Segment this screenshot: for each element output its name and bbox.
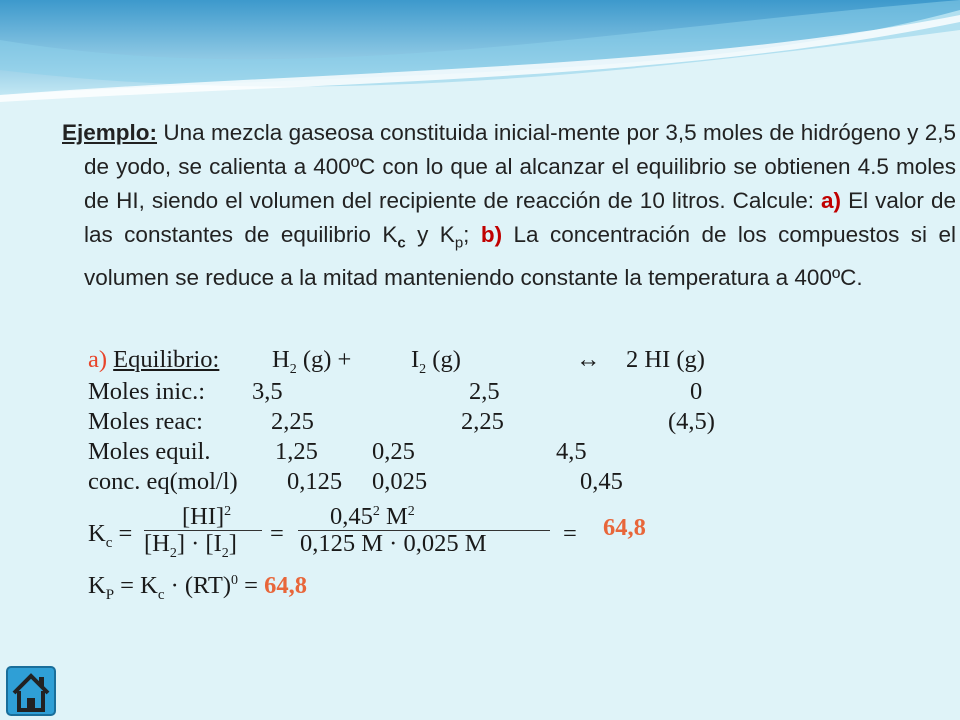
header-decoration <box>0 0 960 120</box>
row-value: 0,45 <box>580 468 623 495</box>
row-value: 1,25 <box>275 438 318 465</box>
part-b-label: b) <box>480 222 503 247</box>
equals-sign: = <box>563 520 577 547</box>
row-value: 0 <box>690 378 703 405</box>
row-label: Moles inic.: <box>88 378 206 405</box>
row-value: 2,25 <box>461 408 504 435</box>
reactant-h2: $H_2$ (g) + <box>272 346 352 377</box>
row-value: 2,5 <box>469 378 500 405</box>
product-hi: 2 HI (g) <box>626 346 705 373</box>
kc-numerator-values: 0,45$^2$ $M^2$ <box>330 503 415 530</box>
home-icon[interactable] <box>6 666 56 716</box>
problem-statement: Ejemplo: Una mezcla gaseosa constituida inicial-mente por 3,5 moles de hidrógeno y 2,5 de yodo, se calienta a 400ºC con lo que al alcanzar el equilibrio se obtienen 4.5 moles de HI, siendo el volumen del recipiente de reacción de 10 litros. Calcule: a) El valor de las constantes de equilibrio $K_c$ y $K_p$; b) La concentración de los compuestos si el volumen se reduce a la mitad manteniendo constante la temperatura a 400ºC. <box>62 120 956 290</box>
row-value: 2,25 <box>271 408 314 435</box>
equilibrium-arrow: ↔ <box>576 346 601 373</box>
row-value: 4,5 <box>556 438 587 465</box>
kc-denominator-values: 0,125 M · 0,025 M <box>300 530 487 557</box>
kc-symbol: $K_c$ = <box>88 520 133 551</box>
equals-sign: = <box>270 520 284 547</box>
part-a-label: a) <box>821 188 842 213</box>
example-label: Ejemplo: <box>62 120 158 145</box>
row-label: Moles reac: <box>88 408 203 435</box>
kc-denominator: $[H_2] \cdot [I_2]$ <box>144 530 237 561</box>
kp-equation: $K_P = K_c \cdot (RT)^0 = 64,8$ <box>88 572 307 603</box>
row-value: 0,125 <box>287 468 343 495</box>
reaction-line: a) Equilibrio: <box>88 346 220 373</box>
kc-result: 64,8 <box>603 514 646 541</box>
kc-numerator: [HI]$^2$ <box>182 503 232 530</box>
solution-a-label: a) <box>88 346 108 373</box>
row-value: 3,5 <box>252 378 283 405</box>
row-value: 0,025 <box>372 468 428 495</box>
row-label: conc. eq(mol/l) <box>88 468 238 495</box>
row-label: Moles equil. <box>88 438 211 465</box>
row-value: 0,25 <box>372 438 415 465</box>
kp-result: 64,8 <box>264 572 307 599</box>
reactant-i2: $I_2$ (g) <box>411 346 461 377</box>
row-value: (4,5) <box>668 408 715 435</box>
